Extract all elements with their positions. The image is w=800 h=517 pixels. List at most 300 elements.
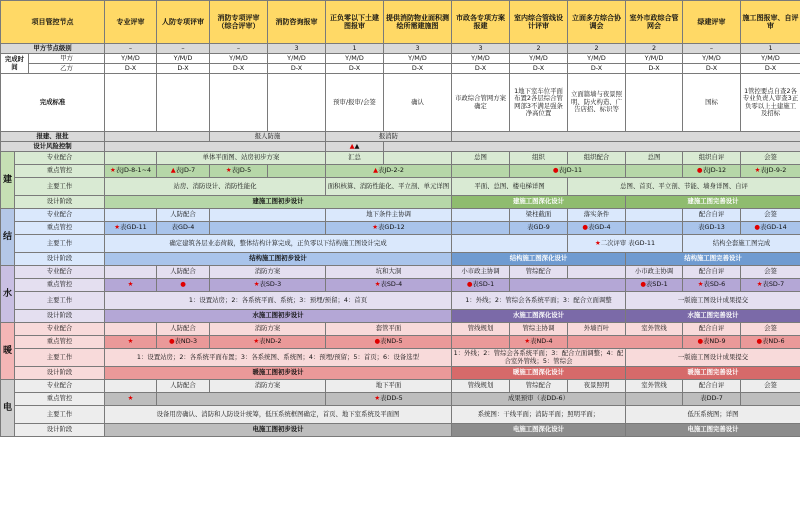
cell-text: 建施工图深化设计 (512, 197, 565, 206)
row-label (15, 424, 105, 437)
discipline-row (1, 165, 800, 178)
cell-text: D-X (177, 63, 189, 72)
cell-text: 低压系统图；详图 (687, 409, 739, 418)
cell-text: 设计阶段 (46, 254, 73, 263)
cell-text: 表GD-14 (759, 223, 787, 232)
cell-text: 暖施工图完善设计 (687, 368, 739, 377)
node-fire-consult: 消防咨询报审 (268, 1, 326, 44)
cell-text: Y/M/D (173, 53, 193, 62)
row-label (15, 336, 105, 349)
cell (568, 222, 626, 235)
dot-icon: ● (697, 337, 704, 346)
cell-text: ▲ (354, 141, 360, 150)
cell (268, 54, 326, 64)
row-label (15, 292, 105, 310)
cell-text: 建施工图完善设计 (687, 197, 739, 206)
cell-text: 表JD-5 (231, 166, 252, 175)
cell-text: Y/M/D (121, 53, 140, 62)
discipline-row (1, 196, 800, 209)
cell-text: 市政综合管网方案确定 (454, 94, 507, 110)
schedule-body (1, 1, 800, 437)
star-icon: ★ (127, 394, 134, 403)
cell-text: 电施工图完善设计 (687, 425, 739, 434)
cell (210, 209, 326, 222)
cell (157, 209, 210, 222)
cell-text: 消防方案 (254, 324, 281, 333)
cell (326, 132, 452, 142)
dot-icon: ● (696, 166, 703, 175)
row-0 (1, 44, 800, 54)
cell (741, 152, 800, 165)
cell-text: 地下平面 (375, 381, 402, 390)
cell (741, 380, 800, 393)
group-label: 完成时间 (1, 54, 29, 74)
node-facade-meeting: 立面多方综合协调会 (568, 1, 626, 44)
cell (105, 367, 452, 380)
cell (626, 64, 683, 74)
cell-text: 1地下室车位平面布置2各层综合管网部3不满足强条净高位置 (514, 86, 563, 117)
star-icon: ★ (253, 337, 260, 346)
cell (326, 178, 452, 196)
cell-text: Y/M/D (345, 53, 364, 62)
cell (741, 393, 800, 406)
row-label (15, 253, 105, 266)
node-fire-review: 消防专项评审（综合评审） (210, 1, 268, 44)
cell (210, 380, 326, 393)
cell-text: 配合自评 (698, 267, 725, 276)
cell (683, 235, 800, 253)
cell (683, 380, 741, 393)
cell-text: 表GD-13 (698, 223, 725, 232)
cell (626, 310, 800, 323)
cell (683, 266, 741, 279)
cell-text: – (181, 43, 185, 52)
cell-text: 专业配合 (46, 324, 73, 333)
cell (683, 165, 741, 178)
cell-text: 预审/报审/会签 (333, 97, 376, 106)
node-municipal-plans: 市政各专项方案报建 (452, 1, 510, 44)
cell (326, 380, 452, 393)
cell (568, 178, 800, 196)
cell (452, 266, 510, 279)
cell-text: 表SD-4 (380, 280, 403, 289)
cell (452, 380, 510, 393)
cell (683, 279, 741, 292)
star-icon: ★ (109, 166, 116, 175)
cell (626, 152, 683, 165)
cell-text: 表SD-1 (645, 280, 668, 289)
discipline-row (1, 367, 800, 380)
cell (626, 406, 800, 424)
cell-text: 一版施工图设计成果提交 (677, 295, 749, 304)
cell (452, 64, 510, 74)
discipline-row (1, 380, 800, 393)
cell (568, 209, 626, 222)
cell (384, 54, 452, 64)
row-label: 甲方 (29, 54, 105, 64)
cell (105, 292, 452, 310)
cell (105, 279, 157, 292)
cell-text: D-X (764, 63, 777, 72)
cell (105, 142, 326, 152)
row-label (15, 196, 105, 209)
cell (626, 380, 683, 393)
row-label (15, 178, 105, 196)
cell-text: 人防配合 (170, 324, 196, 333)
cell (326, 323, 452, 336)
cell-text: 管线规划 (467, 324, 494, 333)
cell-text: 表JD-7 (175, 166, 196, 175)
cell-text: 1 (352, 43, 357, 52)
node-professional-review: 专业评审 (105, 1, 157, 44)
cell (326, 152, 384, 165)
cell (105, 74, 157, 132)
cell (210, 64, 268, 74)
cell-text: 表DD-5 (380, 394, 403, 403)
cell (157, 74, 210, 132)
star-icon: ★ (697, 280, 704, 289)
cell (210, 336, 326, 349)
row-label (15, 266, 105, 279)
row-label (15, 279, 105, 292)
cell-text: 水施工图初步设计 (252, 311, 304, 320)
cell-text: 管综主协调 (522, 324, 555, 333)
cell (105, 266, 157, 279)
cell (210, 54, 268, 64)
cell-text: 确定建筑各层业态荷载，整体结构计算完成，正负零以下结构施工图设计完成 (169, 238, 387, 247)
cell (105, 393, 157, 406)
dot-icon: ● (552, 166, 559, 175)
cell-text: 组织配合 (583, 153, 610, 162)
row-label (15, 165, 105, 178)
cell (157, 222, 210, 235)
cell-text: 结构全套施工图完成 (712, 238, 771, 247)
cell (741, 74, 800, 132)
cell (452, 292, 626, 310)
cell (626, 209, 683, 222)
cell-text: 表GD-9 (527, 223, 550, 232)
node-below-zero-submission: 正负零以下土建图报审 (326, 1, 384, 44)
cell (326, 142, 384, 152)
cell (510, 380, 568, 393)
cell (452, 196, 626, 209)
cell (510, 323, 568, 336)
cell (626, 424, 800, 437)
row-label (15, 222, 105, 235)
cell (157, 64, 210, 74)
cell-text: 表SD-1 (472, 280, 495, 289)
cell-text: 专业配合 (46, 381, 73, 390)
cell (626, 279, 683, 292)
cell-text: 表DD-7 (700, 394, 723, 403)
cell-text: 3 (294, 43, 299, 52)
discipline-row (1, 235, 800, 253)
cell (568, 235, 683, 253)
cell-text: 表GD-11 (120, 223, 147, 232)
cell (210, 74, 268, 132)
cell-text: D-X (532, 63, 545, 72)
cell-text: 室外管线 (641, 324, 667, 333)
cell-text: 设计风险控制 (33, 141, 72, 150)
cell (452, 222, 510, 235)
star-icon: ★ (127, 337, 134, 346)
cell (510, 152, 568, 165)
triangle-icon: ▲ (349, 141, 355, 150)
cell (452, 424, 626, 437)
cell-text: 外墙百叶 (583, 324, 610, 333)
cell (105, 44, 157, 54)
cell-text: 人防配合 (170, 210, 196, 219)
cell (510, 222, 568, 235)
cell (210, 165, 268, 178)
cell (683, 44, 741, 54)
cell (568, 266, 626, 279)
node-outdoor-network: 室外市政综合管网会 (626, 1, 683, 44)
cell-text: 1 (768, 43, 773, 52)
cell (210, 44, 268, 54)
discipline-row (1, 178, 800, 196)
cell-text: 重点管控 (46, 394, 73, 403)
cell-text: 会签 (764, 267, 777, 276)
discipline-row (1, 209, 800, 222)
cell (683, 209, 741, 222)
row-4 (1, 132, 800, 142)
cell (105, 349, 452, 367)
cell (268, 44, 326, 54)
cell-text: 落实条件 (583, 210, 610, 219)
discipline-row (1, 266, 800, 279)
cell (105, 336, 157, 349)
cell-text: 配合自评 (698, 324, 725, 333)
star-icon: ★ (253, 280, 260, 289)
row-1 (1, 54, 800, 64)
cell (384, 44, 452, 54)
cell-text: 设计阶段 (46, 311, 73, 320)
row-label (1, 142, 105, 152)
cell (452, 235, 568, 253)
cell-text: Y/M/D (229, 53, 248, 62)
cell-text: 专业配合 (46, 153, 73, 162)
cell-text: 面积核算、消防性能化、平立剖、单元详图 (327, 181, 450, 190)
cell (105, 152, 157, 165)
cell (452, 323, 510, 336)
cell-text: 总图 (647, 153, 661, 162)
discipline-row (1, 393, 800, 406)
cell-text: 二次评审 表GD-11 (600, 238, 656, 247)
row-label (15, 367, 105, 380)
cell-text: 甲方节点级别 (33, 43, 72, 52)
cell (105, 54, 157, 64)
cell-text: 2 (594, 43, 599, 52)
cell-text: 地下条件主协调 (366, 210, 411, 219)
node-construction-drawing-review: 施工图报审、自评审 (741, 1, 800, 44)
cell-text: Y/M/D (761, 53, 780, 62)
cell (683, 323, 741, 336)
cell-text: 暖施工图初步设计 (252, 368, 304, 377)
cell (326, 44, 384, 54)
cell-text: 系统图：干线平面；消防平面；照明平面； (477, 409, 600, 418)
cell (105, 209, 157, 222)
cell (268, 64, 326, 74)
dot-icon: ● (466, 280, 473, 289)
cell-text: 表GD-4 (171, 223, 195, 232)
cell-text: 3 (478, 43, 483, 52)
cell-text: Y/M/D (587, 53, 606, 62)
cell-text: 确认 (411, 97, 424, 106)
node-indoor-pipelines: 室内综合管线设计评审 (510, 1, 568, 44)
cell (105, 165, 157, 178)
cell (326, 266, 452, 279)
cell-text: 消防方案 (254, 381, 281, 390)
cell (452, 367, 626, 380)
dot-icon: ● (640, 280, 646, 289)
cell (157, 323, 210, 336)
cell-text: 消防方案 (254, 267, 281, 276)
cell (568, 44, 626, 54)
cell (326, 222, 452, 235)
cell-text: – (236, 43, 241, 52)
cell (683, 336, 741, 349)
cell-text: 暖施工图深化设计 (512, 368, 565, 377)
cell-text: 主要工作 (46, 238, 73, 247)
cell-text: 汇总 (348, 153, 361, 162)
cell (452, 393, 626, 406)
discipline-row (1, 253, 800, 266)
cell (626, 253, 800, 266)
cell (741, 209, 800, 222)
row-label (15, 310, 105, 323)
cell-text: – (709, 43, 714, 52)
row-label (15, 209, 105, 222)
star-icon: ★ (225, 166, 232, 175)
cell (626, 222, 683, 235)
cell (683, 152, 741, 165)
discipline-label: 建 (1, 152, 15, 209)
cell (384, 74, 452, 132)
cell (741, 279, 800, 292)
cell-text: 夜景照明 (583, 381, 610, 390)
cell (741, 54, 800, 64)
cell (683, 74, 741, 132)
row-label (15, 152, 105, 165)
cell-text: Y/M/D (529, 53, 548, 62)
discipline-row (1, 323, 800, 336)
discipline-row (1, 406, 800, 424)
cell (105, 380, 157, 393)
cell-text: 主要工作 (46, 181, 73, 190)
cell-text: D-X (590, 63, 603, 72)
cell-text: 人防配合 (170, 267, 196, 276)
cell-text: D-X (290, 63, 303, 72)
cell-text: 重点管控 (46, 166, 73, 175)
cell (384, 142, 800, 152)
discipline-label: 电 (1, 380, 15, 437)
cell-text: 站房、消防设计、消防性能化 (173, 181, 257, 190)
cell (105, 310, 452, 323)
cell (510, 54, 568, 64)
cell (626, 367, 800, 380)
cell (326, 64, 384, 74)
discipline-row (1, 222, 800, 235)
cell-text: 主要工作 (46, 295, 73, 304)
row-label (15, 235, 105, 253)
cell-text: 表ND-5 (380, 337, 403, 346)
cell (452, 54, 510, 64)
cell (105, 64, 157, 74)
triangle-icon: ▲ (373, 166, 378, 175)
discipline-row (1, 310, 800, 323)
cell-text: Y/M/D (287, 53, 306, 62)
star-icon: ★ (374, 394, 381, 403)
cell (741, 222, 800, 235)
star-icon: ★ (374, 280, 381, 289)
cell-text: 梁柱截面 (525, 210, 552, 219)
node-civil-defense-review: 人防专项评审 (157, 1, 210, 44)
cell (626, 74, 683, 132)
cell-text: 1管控要点自查2各专业负责人审查3正负零以上土建施工及招标 (742, 86, 799, 117)
header-row (1, 1, 800, 44)
cell-text: 表ND-2 (259, 337, 282, 346)
cell-text: 重点管控 (46, 280, 73, 289)
cell (157, 165, 210, 178)
cell (626, 165, 683, 178)
cell-text: 一版施工图设计成果提交 (677, 352, 749, 361)
cell (683, 393, 741, 406)
cell (268, 165, 326, 178)
cell-text: 成果预审（表DD-6） (508, 394, 569, 403)
cell-text: D-X (348, 63, 361, 72)
cell-text: 建施工图初步设计 (252, 197, 304, 206)
cell-text: 管线规划 (467, 381, 494, 390)
cell-text: 表ND-9 (703, 337, 726, 346)
star-icon: ★ (594, 238, 601, 247)
cell (157, 54, 210, 64)
cell (105, 424, 452, 437)
cell-text: 表SD-6 (703, 280, 726, 289)
cell-text: Y/M/D (408, 53, 427, 62)
cell (326, 209, 452, 222)
star-icon: ★ (114, 223, 121, 232)
row-label (1, 132, 105, 142)
cell (568, 54, 626, 64)
cell (157, 279, 210, 292)
cell (452, 178, 568, 196)
cell (384, 152, 452, 165)
row-3 (1, 74, 800, 132)
cell (157, 393, 326, 406)
star-icon: ★ (754, 166, 761, 175)
cell-text: 会签 (764, 324, 777, 333)
cell-text: D-X (232, 63, 245, 72)
cell (626, 44, 683, 54)
star-icon: ★ (524, 337, 531, 346)
cell (157, 336, 210, 349)
cell (568, 64, 626, 74)
cell-text: 水施工图完善设计 (687, 311, 739, 320)
cell (452, 132, 800, 142)
cell (683, 222, 741, 235)
cell-text: 表GD-12 (378, 223, 405, 232)
discipline-row (1, 336, 800, 349)
cell (452, 279, 510, 292)
cell-text: 总图、首页、平立剖、节能、墙身详图、自评 (620, 181, 748, 190)
cell-text: 1：外线；2：管综会各系统平面；3：配合立面调整 (465, 295, 612, 304)
cell (510, 279, 626, 292)
cell (683, 54, 741, 64)
cell-text: 表JD-8-1~4 (115, 166, 152, 175)
cell (626, 266, 683, 279)
node-survey-drawings: 提供消防物业面积测绘所需建施图 (384, 1, 452, 44)
